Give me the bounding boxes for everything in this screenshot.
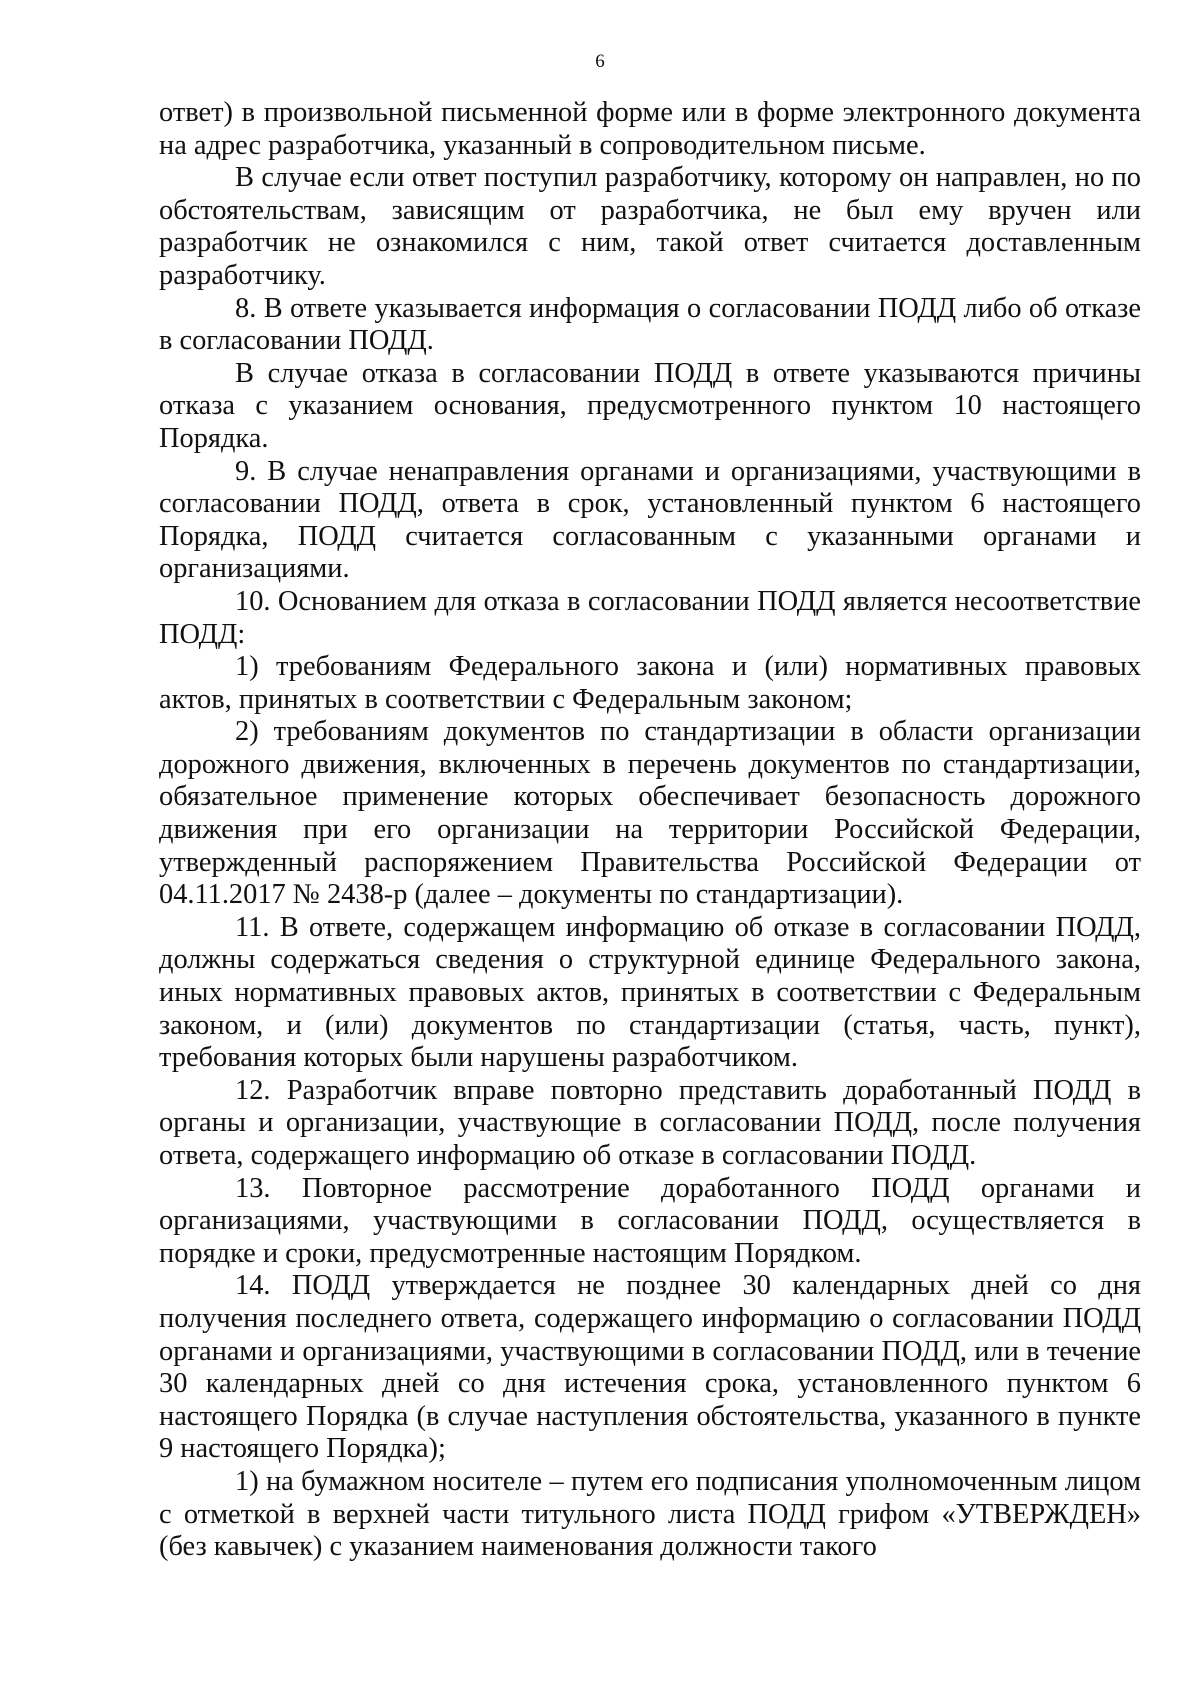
paragraph-item-11: 11. В ответе, содержащем информацию об отказе в согласовании ПОДД, должны содержаться сведения о структурной единице Федерального закона, иных нормативных правовых актов, принятых в соответствии с Федеральным законом, и (или) документов по стандартизации (статья, часть, пункт), требования которых были нарушены разработчиком.	[159, 911, 1141, 1074]
page-number: 6	[595, 51, 605, 72]
paragraph-item-12: 12. Разработчик вправе повторно представить доработанный ПОДД в органы и организации, участвующие в согласовании ПОДД, после получения ответа, содержащего информацию об отказе в согласовании ПОДД.	[159, 1074, 1141, 1171]
paragraph-item-9: 9. В случае ненаправления органами и организациями, участвующими в согласовании ПОДД, ответа в срок, установленный пунктом 6 настоящего Порядка, ПОДД считается согласованным с указанными органами и организациями.	[159, 455, 1141, 585]
paragraph-item-13: 13. Повторное рассмотрение доработанного ПОДД органами и организациями, участвующими в согласовании ПОДД, осуществляется в порядке и сроки, предусмотренные настоящим Порядком.	[159, 1172, 1141, 1269]
paragraph-item-10: 10. Основанием для отказа в согласовании ПОДД является несоответствие ПОДД:	[159, 585, 1141, 650]
document-body	[159, 97, 1141, 1564]
paragraph-item-10-sub-1: 1) требованиям Федерального закона и (или) нормативных правовых актов, принятых в соответствии с Федеральным законом;	[159, 651, 1141, 715]
paragraph-item-8: 8. В ответе указывается информация о согласовании ПОДД либо об отказе в согласовании ПОДД.	[159, 292, 1141, 357]
paragraph-delivery-note: В случае если ответ поступил разработчику, которому он направлен, но по обстоятельствам, зависящим от разработчика, не был ему вручен или разработчик не ознакомился с ним, такой ответ считается доставленным разработчику.	[159, 162, 1141, 291]
paragraph-continuation: ответ) в произвольной письменной форме или в форме электронного документа на адрес разработчика, указанный в сопроводительном письме.	[159, 97, 1141, 161]
paragraph-item-10-sub-2: 2) требованиям документов по стандартизации в области организации дорожного движения, включенных в перечень документов по стандартизации, обязательное применение которых обеспечивает безопасность дорожного движения при его организации на территории Российской Федерации, утвержденный распоряжением Правительства Российской Федерации от 04.11.2017 № 2438-р (далее – документы по стандартизации).	[159, 716, 1141, 911]
paragraph-refusal-reasons: В случае отказа в согласовании ПОДД в ответе указываются причины отказа с указанием основания, предусмотренного пунктом 10 настоящего Порядка.	[159, 357, 1141, 454]
paragraph-item-14-sub-1: 1) на бумажном носителе – путем его подписания уполномоченным лицом с отметкой в верхней части титульного листа ПОДД грифом «УТВЕРЖДЕН» (без кавычек) с указанием наименования должности такого	[159, 1465, 1141, 1563]
paragraph-item-14: 14. ПОДД утверждается не позднее 30 календарных дней со дня получения последнего ответа, содержащего информацию о согласовании ПОДД органами и организациями, участвующими в согласовании ПОДД, или в течение 30 календарных дней со дня истечения срока, установленного пунктом 6 настоящего Порядка (в случае наступления обстоятельства, указанного в пункте 9 настоящего Порядка);	[159, 1270, 1141, 1465]
